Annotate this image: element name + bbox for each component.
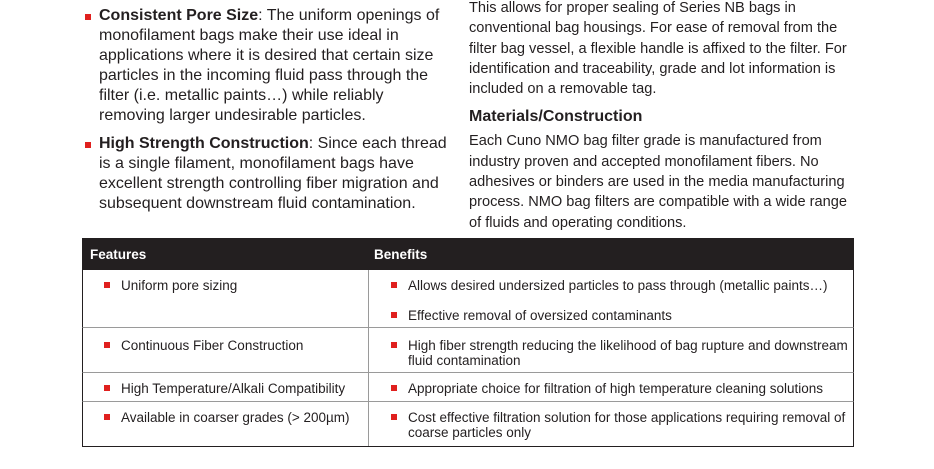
bullet-high-strength-construction (82, 134, 452, 214)
red-square-bullet-icon (104, 282, 110, 288)
intro-paragraph: This allows for proper sealing of Series NB bags in conventional bag housings. For ease of removal from the filter bag vessel, a flexible handle is affixed to the filter. For identification and traceability, grade and lot information is included on a removable tag. (469, 0, 847, 98)
section-heading: Materials/Construction (469, 108, 643, 126)
red-square-bullet-icon (391, 312, 397, 318)
feature-cell (104, 278, 237, 293)
benefit-cell (391, 381, 851, 396)
benefit-cell (391, 308, 851, 323)
bullet-term: High Strength Construction (99, 135, 309, 152)
benefit-text: High fiber strength reducing the likelihood of bag rupture and downstream fluid contamination (408, 338, 848, 368)
feature-text: Uniform pore sizing (121, 278, 238, 293)
header-features: Features (90, 247, 147, 262)
red-square-bullet-icon (391, 414, 397, 420)
header-benefits: Benefits (374, 247, 428, 262)
red-square-bullet-icon (391, 385, 397, 391)
feature-text: High Temperature/Alkali Compatibility (121, 381, 346, 396)
benefit-text: Allows desired undersized particles to pass through (metallic paints…) (408, 278, 828, 293)
table-header (82, 238, 854, 270)
column-divider (368, 328, 369, 372)
bullet-text: : The uniform openings of monofilament bags make their use ideal in applications where it is desired that certain size particles in the incoming fluid pass through the filter (i.e. metallic paints…) while reliably removing larger undesirable particles. (99, 7, 440, 124)
red-square-bullet-icon (104, 385, 110, 391)
benefit-text: Appropriate choice for filtration of high temperature cleaning solutions (408, 381, 823, 396)
table-row (82, 402, 854, 447)
benefit-cell (391, 338, 851, 368)
red-square-bullet-icon (391, 282, 397, 288)
feature-text: Continuous Fiber Construction (121, 338, 304, 353)
benefit-text: Cost effective filtration solution for those applications requiring removal of coarse particles only (408, 410, 846, 440)
bullet-term: Consistent Pore Size (99, 7, 259, 24)
red-square-bullet-icon (104, 342, 110, 348)
column-divider (368, 373, 369, 401)
feature-cell (104, 410, 350, 425)
benefit-text: Effective removal of oversized contaminants (408, 308, 672, 323)
body-paragraph: Each Cuno NMO bag filter grade is manufactured from industry proven and accepted monofilament fibers. No adhesives or binders are used in the media manufacturing process. NMO bag filters are compatible with a wide range of fluids and operating conditions. (469, 133, 847, 231)
column-divider (368, 402, 369, 446)
feature-text: Available in coarser grades (> 200µm) (121, 410, 350, 425)
red-square-bullet-icon (104, 414, 110, 420)
table-row (82, 270, 854, 328)
benefit-cell (391, 278, 851, 293)
bullet-text: : Since each thread is a single filament, monofilament bags have excellent strength controlling fiber migration and subsequent downstream fluid contamination. (99, 135, 447, 212)
red-square-bullet-icon (85, 14, 91, 20)
left-column (82, 6, 452, 222)
table-row (82, 328, 854, 373)
red-square-bullet-icon (391, 342, 397, 348)
right-column (469, 0, 849, 233)
feature-cell (104, 381, 345, 396)
bullet-consistent-pore-size (82, 6, 452, 126)
benefit-cell (391, 410, 851, 440)
column-divider (368, 270, 369, 327)
feature-cell (104, 338, 303, 353)
features-benefits-table (82, 238, 854, 447)
table-row (82, 373, 854, 402)
red-square-bullet-icon (85, 142, 91, 148)
